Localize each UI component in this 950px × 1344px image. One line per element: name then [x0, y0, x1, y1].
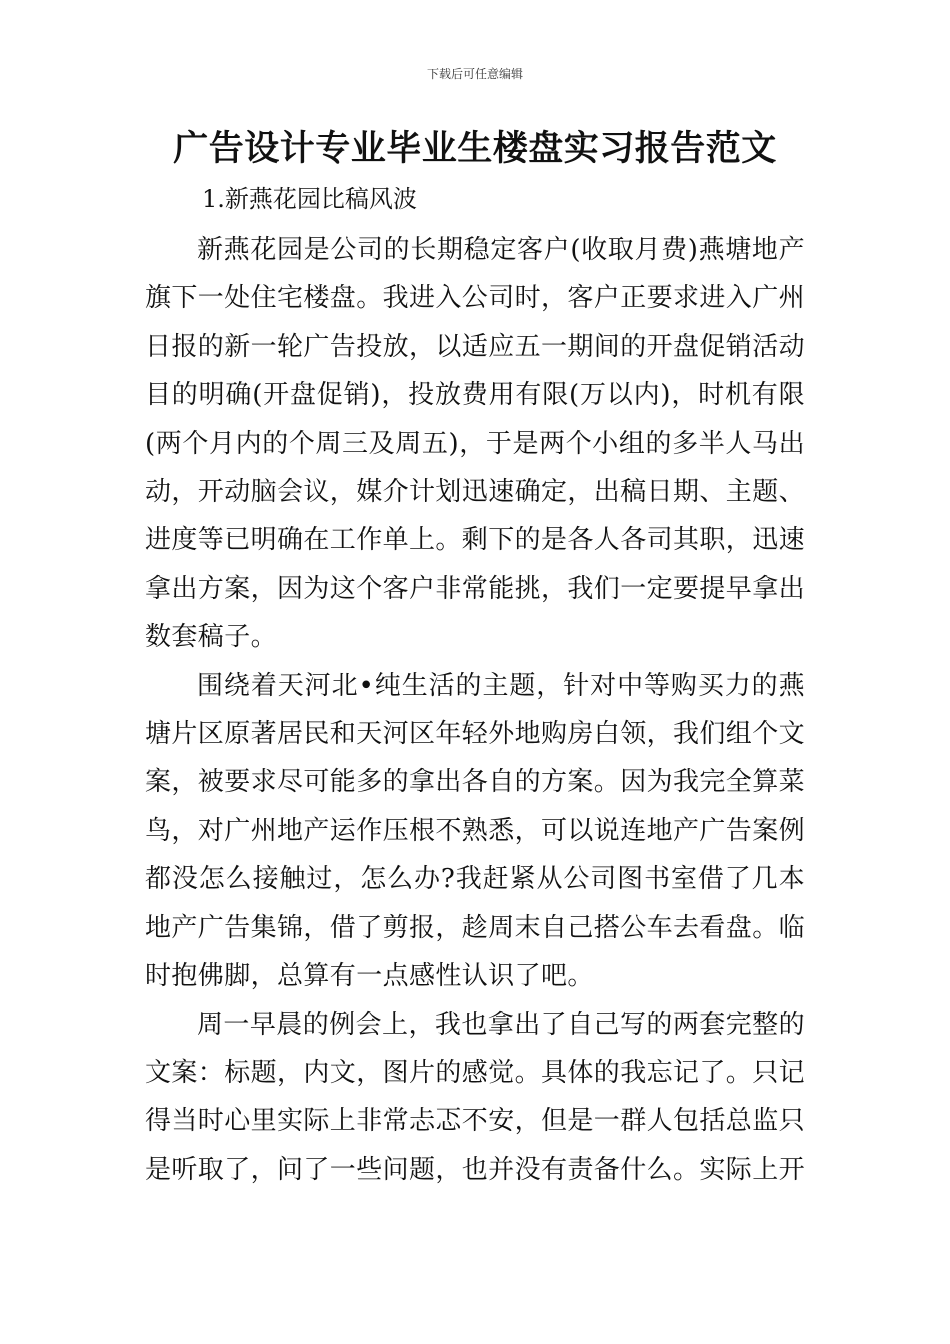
section-heading: 1.新燕花园比稿风波: [202, 185, 417, 213]
paragraph-1: 新燕花园是公司的长期稳定客户(收取月费)燕塘地产旗下一处住宅楼盘。我进入公司时，客户正要求进入广州日报的新一轮广告投放，以适应五一期间的开盘促销活动目的明确(开盘促销)，投放费用有限(万以内)，时机有限(两个月内的个周三及周五)，于是两个小组的多半人马出动，开动脑会议，媒介计划迅速确定，出稿日期、主题、进度等已明确在工作单上。剩下的是各人各司其职，迅速拿出方案，因为这个客户非常能挑，我们一定要提早拿出数套稿子。: [145, 235, 806, 653]
header-note: 下载后可任意编辑: [426, 67, 523, 81]
body-text: [145, 226, 805, 1194]
document-title: 广告设计专业毕业生楼盘实习报告范文: [173, 129, 777, 169]
paragraph-2: 围绕着天河北•纯生活的主题，针对中等购买力的燕塘片区原著居民和天河区年轻外地购房白领，我们组个文案，被要求尽可能多的拿出各自的方案。因为我完全算菜鸟，对广州地产运作压根不熟悉，可以说连地产广告案例都没怎么接触过，怎么办?我赶紧从公司图书室借了几本地产广告集锦，借了剪报，趁周末自己搭公车去看盘。临时抱佛脚，总算有一点感性认识了吧。: [145, 670, 806, 992]
paragraph-3: 周一早晨的例会上，我也拿出了自己写的两套完整的文案：标题，内文，图片的感觉。具体的我忘记了。只记得当时心里实际上非常忐忑不安，但是一群人包括总监只是听取了，问了一些问题，也并没有责备什么。实际上开: [145, 1009, 806, 1185]
